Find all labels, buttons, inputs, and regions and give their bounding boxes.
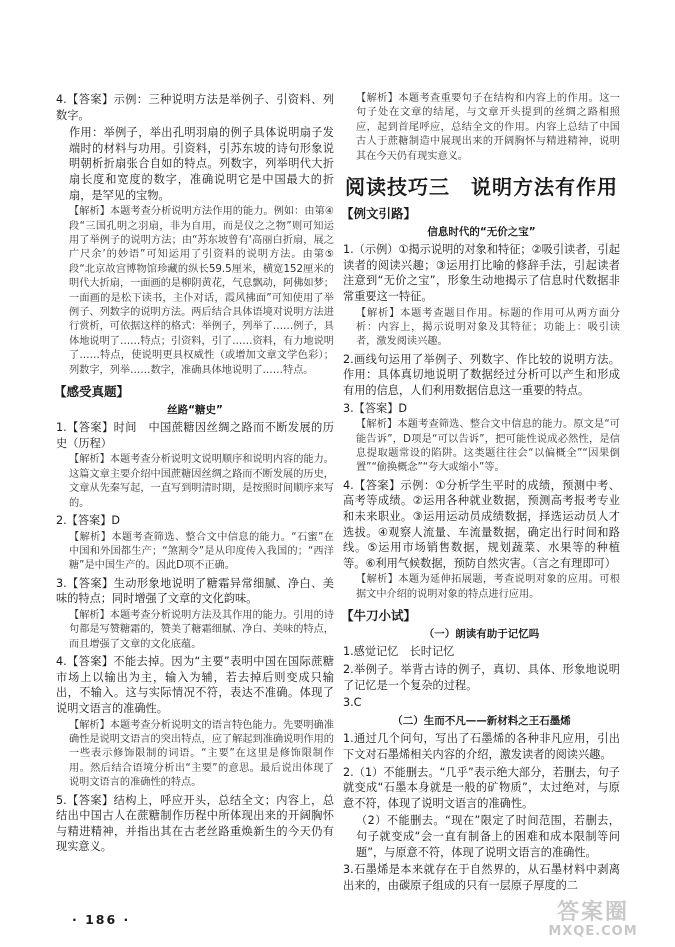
explanation-paragraph: 【解析】本题考查筛选、整合文中信息的能力。原文是“可能告诉”，D项是“可以告诉”，把可能性说成必然性，是信息提取题常设的陷阱。这类题往往会“以偏概全”“因果倒置”“偷换概念”“夸大或缩小”等。 xyxy=(356,419,620,474)
explanation-paragraph: （2）不能删去。“现在”限定了时间范围，若删去，句子就变成“会一直有制备上的困难和成本限制等问题”，与原意不符，体现了说明文语言的准确性。 xyxy=(356,814,620,859)
answer-item: 5.【答案】结构上，呼应开头，总结全文；内容上，总结出中国古人在蔗糖制作历程中所体现出来的开阔胸怀与精进精神，并指出其在古老丝路重焕新生的今天仍有现实意义。 xyxy=(56,793,334,854)
answer-item: 4.【答案】不能去掉。因为“主要”表明中国在国际蔗糖市场上以输出为主，输入为辅，若去掉后则变成只输出，不输入。这与实际情况不符，表达不准确。体现了说明文语言的准确性。 xyxy=(56,655,334,716)
explanation-paragraph: 【解析】本题考查分析说明文的语言特色能力。先要明确准确性是说明文语言的突出特点，应了解起到准确说明作用的一些表示修饰限制的词语。“主要”在这里是修饰限制作用。然后结合语境分析出“主要”的意思。最后说出体现了说明文语言的准确性的特点。 xyxy=(69,719,334,789)
answer-item: 4.【答案】示例：三种说明方法是举例子、引资料、列数字。 xyxy=(56,93,334,122)
answer-item: 1.感觉记忆 长时记忆 xyxy=(343,645,455,659)
explanation-paragraph: 作用：举例子，举出孔明羽扇的例子具体说明扇子发端时的材料与功用。引资料，引苏东坡的诗句形象说明朝析折扇张合自如的特点。列数字，列举明代大折扇长度和宽度的数字，准确说明它是中国最大的折扇，是罕见的宝物。 xyxy=(69,126,334,202)
answer-item: 1.通过几个问句，写出了石墨烯的各种非凡应用，引出下文对石墨烯相关内容的介绍，激发读者的阅读兴趣。 xyxy=(343,732,620,761)
answer-item: 3.C xyxy=(343,696,362,710)
right-column xyxy=(343,92,620,895)
answer-item: 2.（1）不能删去。“几乎”表示绝大部分，若删去，句子就变成“石墨本身就是一般的矿物质”，太过绝对，与原意不符，体现了说明文语言的准确性。 xyxy=(343,765,620,810)
answer-item: 2.画线句运用了举例子、列数字、作比较的说明方法。作用：具体真切地说明了数据经过分析可以产生和形成有用的信息，人们利用数据信息这一重要的特点。 xyxy=(343,352,620,397)
answer-item: 3.【答案】生动形象地说明了糖霜异常细腻、净白、美味的特点；同时增强了文章的文化韵味。 xyxy=(56,576,334,606)
watermark-top: 答案圈 xyxy=(556,900,629,925)
watermark-bottom: MXQE.COM xyxy=(548,924,638,939)
watermark-logo xyxy=(523,901,663,939)
page-number: · 186 · xyxy=(72,912,131,927)
explanation-paragraph: 【解析】本题考查重要句子在结构和内容上的作用。这一句子处在文章的结尾，与文章开头提到的丝绸之路相照应，起到首尾呼应，总结全文的作用。内容上总结了中国古人于蔗糖制造中展现出来的开阔胸怀与精进精神，说明其在今天仍有现实意义。 xyxy=(356,93,620,162)
section-heading: 【例文引路】 xyxy=(341,206,417,222)
explanation-paragraph: 【解析】本题考查题目作用。标题的作用可从两方面分析：内容上，揭示说明对象及其特征；功能上：吸引读者，激发阅读兴趣。 xyxy=(356,307,620,348)
explanation-paragraph: 【解析】本题为延伸拓展题，考查说明对象的应用。可根据文中介绍的说明对象的特点进行应用。 xyxy=(356,574,620,600)
explanation-paragraph: 【解析】本题考查分析说明方法及其作用的能力。引用的诗句都是写赞糖霜的，赞美了糖霜细腻、净白、美味的特点，而且增强了文章的文化底蕴。 xyxy=(69,610,334,650)
section-heading: 【牛刀小试】 xyxy=(341,608,417,624)
explanation-paragraph: 【解析】本题考查分析说明方法作用的能力。例如：由第④段“三国孔明之羽扇，非为自用，而是仪之之物”则可知运用了举例子的说明方法；由“苏东坡曾有‘高丽白折扇，展之广尺余’的妙语”可知运用了引资料的说明方法。由第⑤段“北京故宫博物馆珍藏的纵长59.5厘米，横宽152厘米的明代大折扇，一面画的是柳阴黄花，气息飘动，阿佛如梦；一面画的是松下读书，主仆对话，霞风拂面”可知使用了举例子、列数字的说明方法。两后结合具体语境对说明方法进行赏析，可依据这样的格式：举例子，列举了……例子，具体地说明了……特点；引资料，引了……资料，有力地说明了……特点，使说明更具权威性（或增加文章文学色彩）；列数字，列举……数字，准确具体地说明了……特点。 xyxy=(69,206,334,376)
chapter-title: 阅读技巧三 说明方法有作用 xyxy=(345,175,618,200)
section-heading: 【感受真题】 xyxy=(54,384,130,400)
passage-title: （一）朗读有助于记忆吗 xyxy=(423,627,540,640)
answer-item: 2.举例子。举背古诗的例子，真切、具体、形象地说明了记忆是一个复杂的过程。 xyxy=(343,662,620,692)
answer-item: 2.【答案】D xyxy=(56,514,121,528)
passage-title: （二）生而不凡——新材料之王石墨烯 xyxy=(392,714,571,727)
answer-item: 3.【答案】D xyxy=(343,401,408,415)
explanation-paragraph: 【解析】本题考查筛选、整合文中信息的能力。“石蜜”在中国和外国都生产；“煞割令”是从印度传入我国的；“西洋糖”是中国生产的。因此D项不正确。 xyxy=(69,531,334,572)
explanation-paragraph: 【解析】本题考查分析说明文说明顺序和说明内容的能力。这篇文章主要介绍中国蔗糖因丝绸之路而不断发展的历史，文章从先秦写起，一直写到明清时期，是按照时间顺序来写的。 xyxy=(69,454,334,509)
left-column xyxy=(56,92,334,857)
passage-title: 信息时代的“无价之宝” xyxy=(427,225,536,238)
answer-item: 4.【答案】示例：①分析学生平时的成绩，预测中考、高考等成绩。②运用各种就业数据，预测高考报考专业和未来职业。③运用运动员成绩数据，择选运动员人才选拔。④观察人流量、车流量数据，确定出行时间和路线。⑤运用市场销售数据，规划蔬菜、水果等的种植等。⑥利用气候数据，预防自然灾害。（言之有理即可） xyxy=(343,478,620,570)
answer-item: 3.石墨烯是本来就存在于自然界的，从石墨材料中剥离出来的，由碳原子组成的只有一层原子厚度的二 xyxy=(343,863,620,892)
passage-title: 丝路“糖史” xyxy=(167,403,223,416)
answer-item: 1.【答案】时间 中国蔗糖因丝绸之路而不断发展的历史（历程） xyxy=(56,421,334,450)
answer-item: 1.（示例）①揭示说明的对象和特征；②吸引读者，引起读者的阅读兴趣；③运用打比喻的修辞手法，引起读者注意到“无价之宝”，形象生动地揭示了信息时代数据非常重要这一特征。 xyxy=(343,243,620,303)
